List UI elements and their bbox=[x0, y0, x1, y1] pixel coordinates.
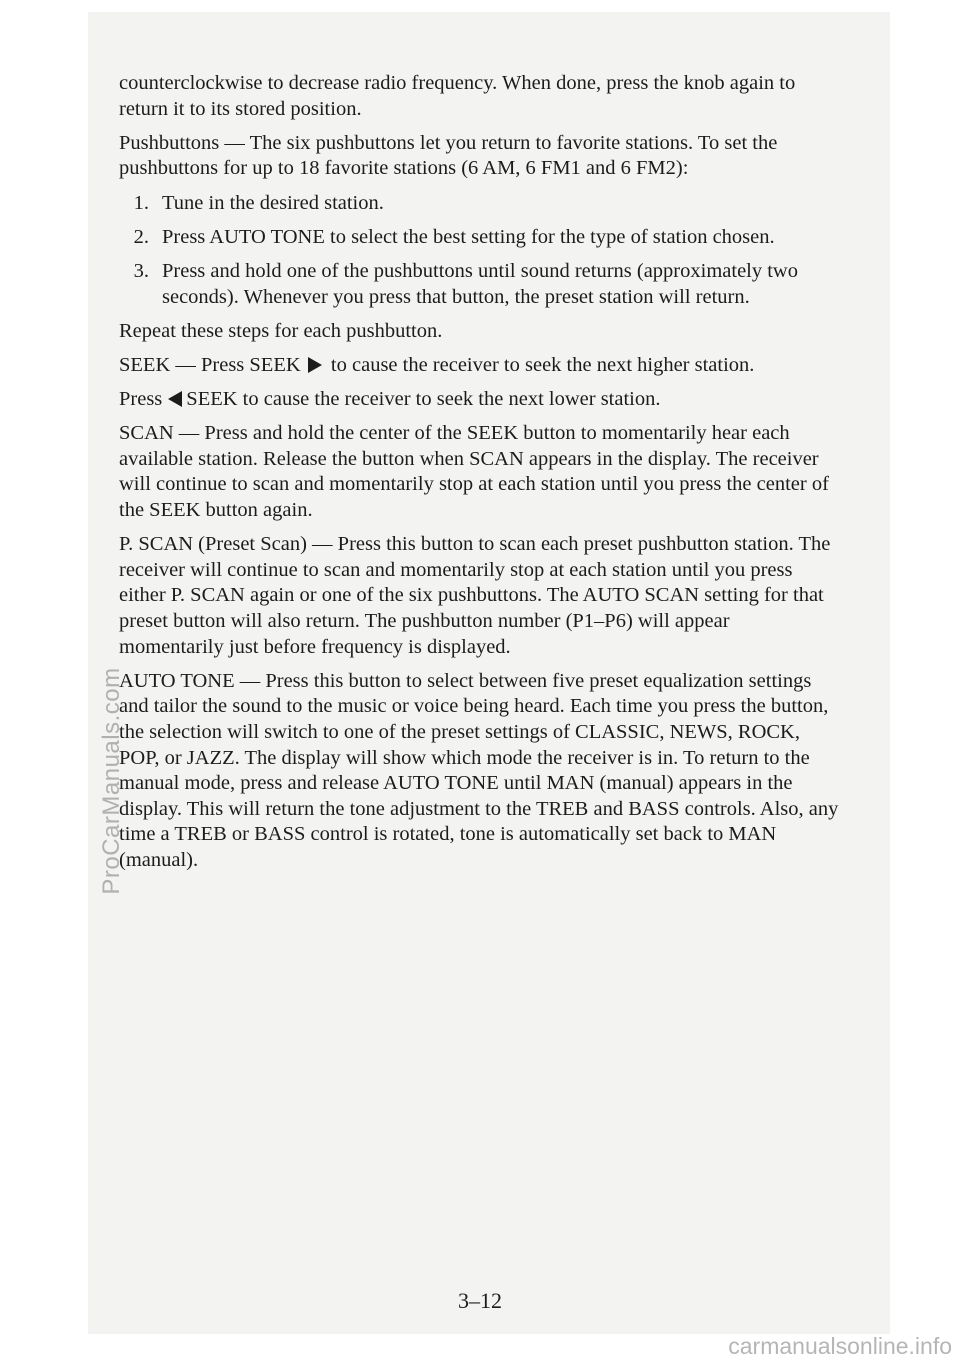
repeat-paragraph: Repeat these steps for each pushbutton. bbox=[119, 319, 443, 342]
step-text: Tune in the desired station. bbox=[162, 191, 384, 214]
seek-text-after: to cause the receiver to seek the next higher station. bbox=[330, 353, 755, 376]
arrow-left-icon bbox=[168, 391, 182, 407]
step-number: 1. bbox=[133, 191, 149, 214]
intro-paragraph: counterclockwise to decrease radio frequency. When done, press the knob again to return it to its stored position. bbox=[119, 72, 796, 120]
bottom-watermark: carmanualsonline.info bbox=[728, 1333, 952, 1359]
arrow-right-icon bbox=[308, 357, 322, 373]
pushbuttons-paragraph: Pushbuttons — The six pushbuttons let you return to favorite stations. To set the pushbuttons for up to 18 favorite stations (6 AM, 6 FM1 and 6 FM2): bbox=[119, 131, 778, 180]
step-text: Press and hold one of the pushbuttons until sound returns (approximately two seconds). Whenever you press that button, the preset station will return. bbox=[162, 259, 798, 308]
pscan-paragraph: P. SCAN (Preset Scan) — Press this button to scan each preset pushbutton station. The receiver will continue to scan and momentarily stop at each station until you press either P. SCAN again or one of the six pushbuttons. The AUTO SCAN setting for that preset button will also return. The pushbutton number (P1–P6) will appear momentarily just before frequency is displayed. bbox=[119, 533, 831, 658]
step-item bbox=[119, 225, 839, 251]
page-number: 3–12 bbox=[458, 1288, 502, 1313]
page-content bbox=[119, 71, 839, 882]
step-number: 2. bbox=[133, 225, 149, 248]
seek-down-paragraph bbox=[119, 387, 839, 413]
seek-text-before: SEEK — Press SEEK bbox=[119, 353, 301, 376]
side-watermark: ProCarManuals.com bbox=[98, 667, 125, 895]
seek-paragraph bbox=[119, 353, 839, 379]
autotone-paragraph: AUTO TONE — Press this button to select between five preset equalization settings and tailor the sound to the music or voice being heard. Each time you press the button, the selection will switch to one of the preset settings of CLASSIC, NEWS, ROCK, POP, or JAZZ. The display will show which mode the receiver is in. To return to the manual mode, press and release AUTO TONE until MAN (manual) appears in the display. This will return the tone adjustment to the TREB and BASS controls. Also, any time a TREB or BASS control is rotated, tone is automatically set back to MAN (manual). bbox=[119, 669, 839, 871]
steps-list bbox=[119, 191, 839, 311]
press-text-after: SEEK to cause the receiver to seek the next lower station. bbox=[186, 388, 661, 411]
scan-paragraph: SCAN — Press and hold the center of the SEEK button to momentarily hear each available station. Release the button when SCAN appears in the display. The receiver will continue to scan and momentarily stop at each station until you press the center of the SEEK button again. bbox=[119, 422, 829, 522]
press-text-before: Press bbox=[119, 388, 163, 411]
step-item bbox=[119, 259, 839, 310]
step-item bbox=[119, 191, 839, 217]
step-number: 3. bbox=[133, 259, 149, 282]
step-text: Press AUTO TONE to select the best setting for the type of station chosen. bbox=[162, 225, 775, 248]
